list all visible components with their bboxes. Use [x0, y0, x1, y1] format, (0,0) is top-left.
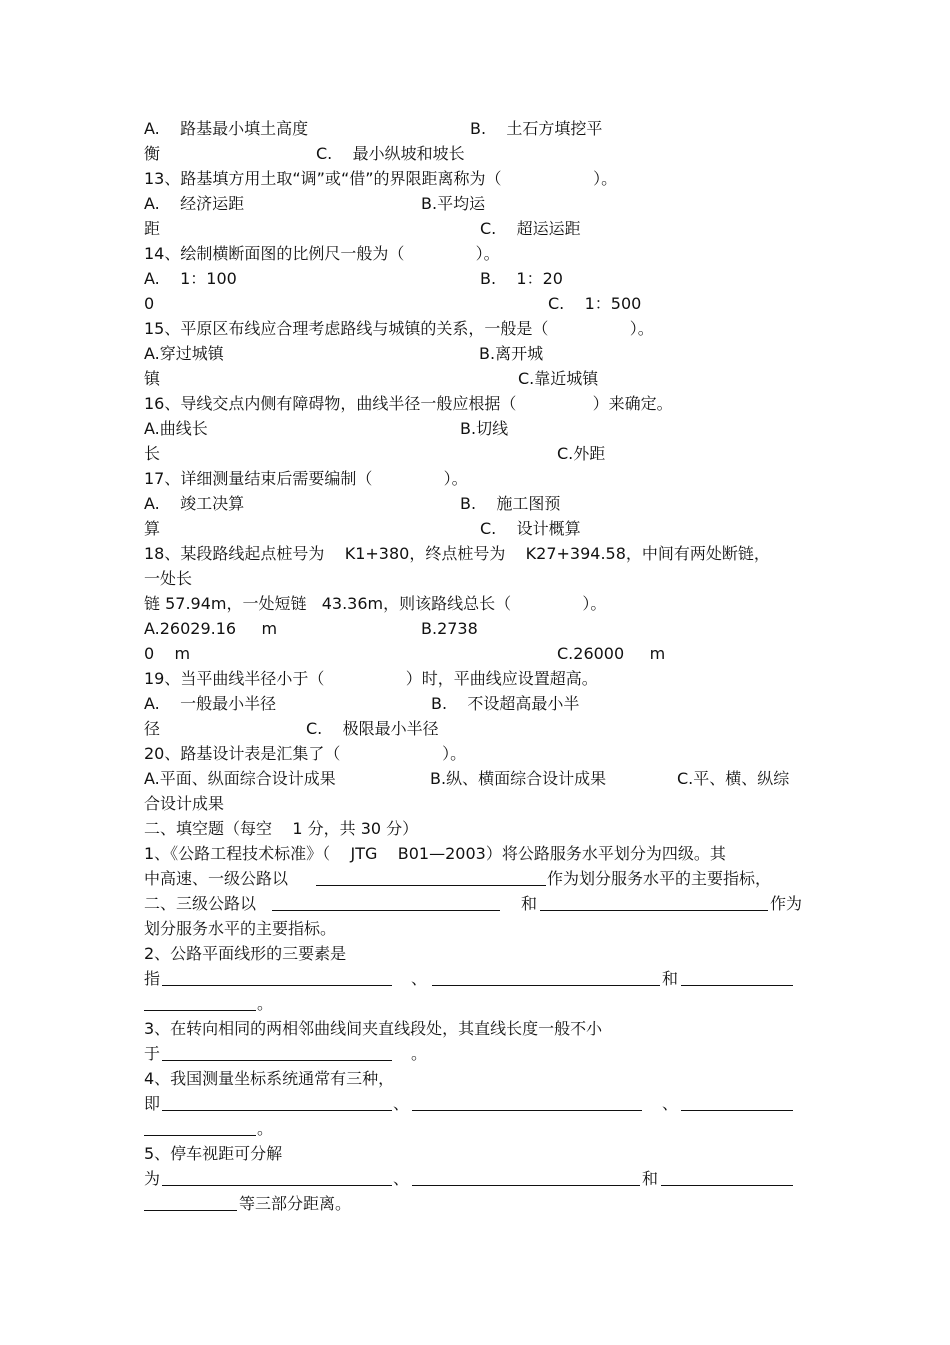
q19-option-b-cont: 径: [144, 719, 161, 738]
f1-line-3-prefix: 二、三级公路以: [144, 894, 257, 913]
f5-line-3-end: 等三部分距离。: [239, 1194, 352, 1213]
f5-blank-1[interactable]: [162, 1169, 392, 1186]
f3-line-1: 3、在转向相同的两相邻曲线间夹直线段处，其直线长度一般不小: [144, 1019, 603, 1038]
q12-option-c: C. 最小纵坡和坡长: [316, 144, 465, 163]
q14-option-c: C. 1：500: [548, 294, 642, 313]
f1-blank-1[interactable]: [316, 869, 546, 886]
q13-option-a: A. 经济运距: [144, 194, 245, 213]
q15-option-c: C.靠近城镇: [518, 369, 599, 388]
f4-line-2-prefix: 即: [144, 1094, 161, 1113]
q16-option-c: C.外距: [557, 444, 606, 463]
f2-line-3-end: 。: [257, 994, 274, 1013]
f2-blank-3[interactable]: [681, 969, 793, 986]
f4-line-1: 4、我国测量坐标系统通常有三种，: [144, 1069, 395, 1088]
f2-blank-2[interactable]: [432, 969, 660, 986]
section-title-fill-in: 二、填空题（每空 1 分，共 30 分）: [144, 819, 419, 838]
q19-option-a: A. 一般最小半径: [144, 694, 277, 713]
q20-option-a: A.平面、纵面综合设计成果: [144, 769, 336, 788]
f5-line-2-sep: 、: [393, 1169, 410, 1188]
q15-option-b: B.离开城: [479, 344, 544, 363]
q16-option-b-cont: 长: [144, 444, 161, 463]
q14-stem: 14、绘制横断面图的比例尺一般为（ ）。: [144, 244, 500, 263]
f4-line-3-end: 。: [257, 1119, 274, 1138]
f1-line-3-suffix: 作为: [770, 894, 803, 913]
q16-option-b: B.切线: [460, 419, 509, 438]
q15-stem: 15、平原区布线应合理考虑路线与城镇的关系，一般是（ ）。: [144, 319, 654, 338]
f1-line-2-suffix: 作为划分服务水平的主要指标，: [547, 869, 772, 888]
q12-option-b-cont: 衡: [144, 144, 161, 163]
f3-line-2-end: 。: [411, 1044, 428, 1063]
q20-option-b: B.纵、横面综合设计成果: [430, 769, 607, 788]
f1-line-2-prefix: 中高速、一级公路以: [144, 869, 289, 888]
q13-stem: 13、路基填方用土取“调”或“借”的界限距离称为（ ）。: [144, 169, 618, 188]
q17-stem: 17、详细测量结束后需要编制（ ）。: [144, 469, 468, 488]
q18-option-c: C.26000 m: [557, 644, 666, 663]
f2-blank-1[interactable]: [162, 969, 392, 986]
q14-option-b-cont: 0: [144, 294, 155, 313]
f5-blank-2[interactable]: [412, 1169, 640, 1186]
q18-stem-cont2: 链 57.94m，一处短链 43.36m，则该路线总长（ ）。: [144, 594, 607, 613]
q17-option-a: A. 竣工决算: [144, 494, 245, 513]
f2-line-2-prefix: 指: [144, 969, 161, 988]
q18-option-a: A.26029.16 m: [144, 619, 278, 638]
q15-option-a: A.穿过城镇: [144, 344, 224, 363]
f4-blank-3-cont[interactable]: [144, 1119, 256, 1136]
f4-line-2-sep-1: 、: [393, 1094, 410, 1113]
q12-option-b: B. 土石方填挖平: [470, 119, 603, 138]
f1-blank-2[interactable]: [272, 894, 500, 911]
q12-option-a: A. 路基最小填土高度: [144, 119, 309, 138]
f4-line-2-sep-2: 、: [662, 1094, 679, 1113]
q18-option-b-cont: 0 m: [144, 644, 191, 663]
q16-stem: 16、导线交点内侧有障碍物，曲线半径一般应根据（ ）来确定。: [144, 394, 673, 413]
q20-option-c: C.平、横、纵综: [677, 769, 790, 788]
f4-blank-2[interactable]: [412, 1094, 642, 1111]
f5-line-2-and: 和: [642, 1169, 659, 1188]
f2-blank-3-cont[interactable]: [144, 994, 256, 1011]
q14-option-b: B. 1：20: [480, 269, 563, 288]
f5-blank-3-cont[interactable]: [144, 1194, 237, 1211]
f4-blank-1[interactable]: [162, 1094, 392, 1111]
f3-line-2-prefix: 于: [144, 1044, 161, 1063]
f2-line-2-sep: 、: [411, 969, 428, 988]
q17-option-b-cont: 算: [144, 519, 161, 538]
q19-option-b: B. 不设超高最小半: [431, 694, 580, 713]
q17-option-b: B. 施工图预: [460, 494, 561, 513]
f2-line-1: 2、公路平面线形的三要素是: [144, 944, 347, 963]
f1-blank-3[interactable]: [540, 894, 768, 911]
q20-stem: 20、路基设计表是汇集了（ ）。: [144, 744, 467, 763]
f2-line-2-and: 和: [662, 969, 679, 988]
f5-line-2-prefix: 为: [144, 1169, 161, 1188]
f1-line-4: 划分服务水平的主要指标。: [144, 919, 337, 938]
f5-line-1: 5、停车视距可分解: [144, 1144, 283, 1163]
f5-blank-3[interactable]: [661, 1169, 793, 1186]
q15-option-b-cont: 镇: [144, 369, 161, 388]
q19-stem: 19、当平曲线半径小于（ ）时，平曲线应设置超高。: [144, 669, 598, 688]
q18-option-b: B.2738: [421, 619, 478, 638]
q13-option-c: C. 超运运距: [480, 219, 581, 238]
f3-blank-1[interactable]: [162, 1044, 392, 1061]
q14-option-a: A. 1：100: [144, 269, 237, 288]
f4-blank-3[interactable]: [681, 1094, 793, 1111]
q20-option-c-cont: 合设计成果: [144, 794, 225, 813]
f1-line-1: 1、《公路工程技术标准》（ JTG B01—2003）将公路服务水平划分为四级。其: [144, 844, 726, 863]
q17-option-c: C. 设计概算: [480, 519, 581, 538]
q19-option-c: C. 极限最小半径: [306, 719, 439, 738]
q13-option-b-cont: 距: [144, 219, 161, 238]
q18-stem: 18、某段路线起点桩号为 K1+380，终点桩号为 K27+394.58，中间有两处断链，: [144, 544, 770, 563]
q13-option-b: B.平均运: [421, 194, 486, 213]
q16-option-a: A.曲线长: [144, 419, 208, 438]
q18-stem-cont: 一处长: [144, 569, 193, 588]
f1-line-3-and: 和: [521, 894, 538, 913]
